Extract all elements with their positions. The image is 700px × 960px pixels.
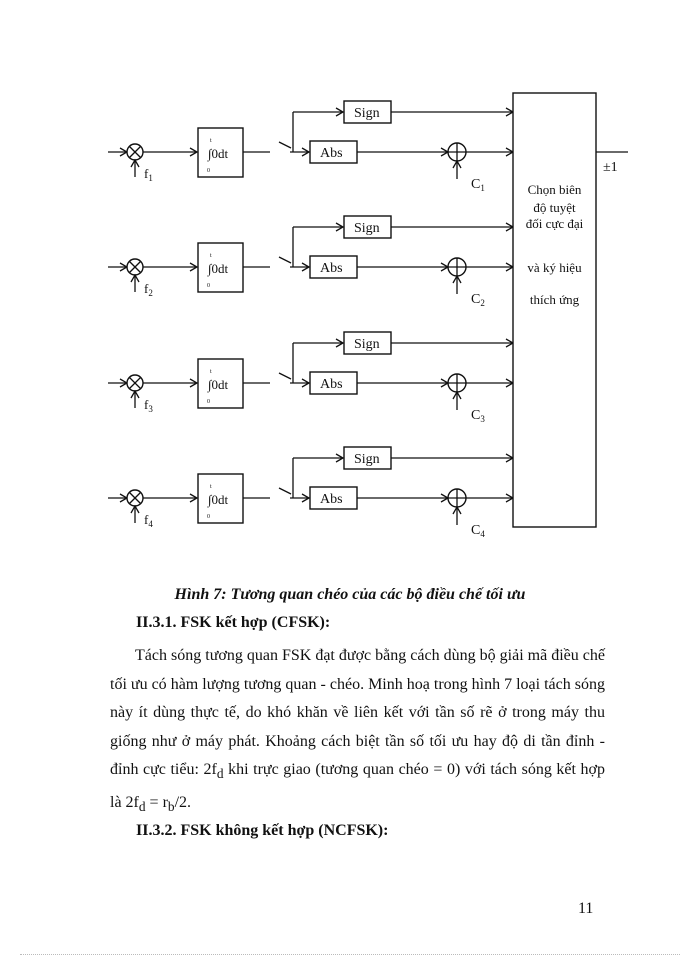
const-label-4: $C_4$ [471, 523, 485, 539]
const-label-2: $C_2$ [471, 292, 485, 308]
channel-row-1 [108, 101, 513, 193]
para-eq: = r [145, 793, 168, 811]
integrator-label-4: ∫0dt [208, 492, 229, 507]
sign-label-4: Sign [354, 452, 380, 467]
para-intro: Tách sóng tương quan FSK đạt được bằng cách dùng bộ giải mã điều chế tối ưu có hàm lượng tương quan - chéo. Minh hoạ trong hình 7 loại tách sóng này ít dùng thực tế, do khó khăn về liên kết với tần số rẽ ở trong máy thu giống như ở máy phát. Khoảng cách biệt tần số tối ưu hay độ di tần đỉnh - đỉnh cực tiểu: 2f [110, 647, 605, 778]
decision-line-5: thích ứng [529, 292, 580, 307]
abs-label-2: Abs [320, 261, 343, 276]
freq-sub-4: 4 [148, 519, 153, 529]
section-heading-cfsk: II.3.1. FSK kết hợp (CFSK): [136, 614, 331, 631]
abs-label-4: Abs [320, 492, 343, 507]
integrator-label-2: ∫0dt [208, 261, 229, 276]
sign-label-3: Sign [354, 337, 380, 352]
integrator-lower-1: 0 [207, 168, 210, 174]
integrator-upper-2: t [210, 253, 212, 259]
integrator-label-3: ∫0dt [208, 377, 229, 392]
integrator-upper-4: t [210, 484, 212, 490]
decision-line-2: độ tuyệt [533, 200, 576, 215]
decision-block [513, 93, 596, 527]
sub-b: b [167, 798, 175, 814]
integrator-lower-3: 0 [207, 399, 210, 405]
integrator-lower-2: 0 [207, 283, 210, 289]
decision-line-4: và ký hiệu [527, 260, 582, 275]
const-sub-4: 4 [480, 529, 485, 539]
const-label-3: $C_3$ [471, 408, 485, 424]
page-number: 11 [578, 900, 594, 917]
body-paragraph [110, 642, 605, 821]
integrator-lower-4: 0 [207, 514, 210, 520]
channel-row-2 [108, 216, 513, 308]
freq-sub-1: 1 [148, 173, 153, 183]
sign-label-2: Sign [354, 221, 380, 236]
section-heading-ncfsk: II.3.2. FSK không kết hợp (NCFSK): [136, 822, 389, 839]
freq-label-4: $f_4$ [144, 512, 153, 529]
sub-d-1: d [216, 766, 224, 782]
freq-label-3: $f_3$ [144, 397, 153, 414]
freq-sub-2: 2 [148, 288, 153, 298]
integrator-label-1: ∫0dt [208, 146, 229, 161]
integrator-upper-3: t [210, 369, 212, 375]
freq-label-2: $f_2$ [144, 281, 153, 298]
decision-line-1: Chọn biên [527, 182, 582, 197]
const-sub-2: 2 [480, 298, 485, 308]
freq-label-1: $f_1$ [144, 166, 153, 183]
const-sub-1: 1 [480, 183, 485, 193]
abs-label-3: Abs [320, 377, 343, 392]
output-label: ±1 [603, 160, 618, 175]
footer-dotted-line [20, 954, 680, 955]
abs-label-1: Abs [320, 146, 343, 161]
channel-row-3 [108, 332, 513, 424]
const-sub-3: 3 [480, 414, 485, 424]
const-label-1: $C_1$ [471, 177, 485, 193]
channel-row-4 [108, 447, 513, 539]
para-mid: khi trực giao (tương quan chéo = 0) với tách sóng kết hợp là 2f [110, 761, 605, 811]
sign-label-1: Sign [354, 106, 380, 121]
para-end: /2. [174, 793, 192, 811]
figure-caption: Hình 7: Tương quan chéo của các bộ điều chế tối ưu [174, 586, 526, 603]
integrator-upper-1: t [210, 138, 212, 144]
sub-d-2: d [138, 798, 146, 814]
freq-sub-3: 3 [148, 404, 153, 414]
decision-line-3: đối cực đại [525, 216, 584, 231]
